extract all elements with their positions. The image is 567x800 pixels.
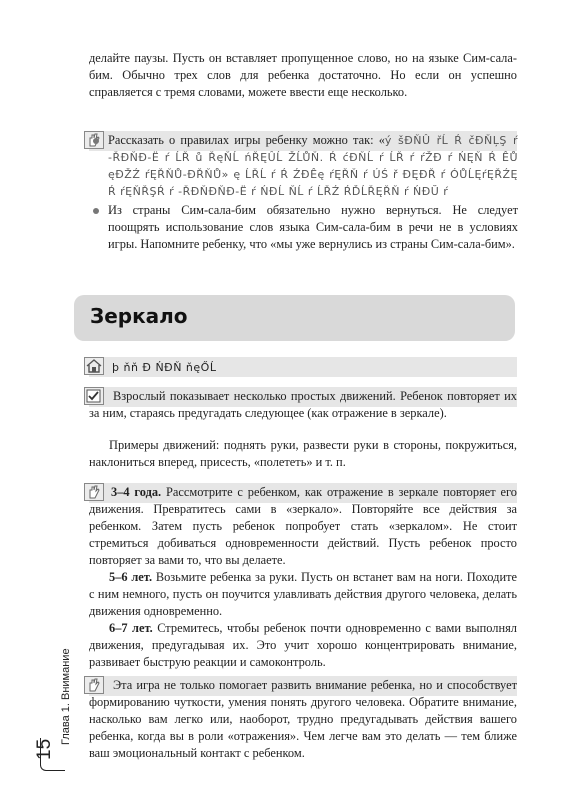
age-text: Возьмите ребенка за руки. Пусть он встанет вам на ноги. Походите с ним немного, пусть он поучится улавливать действия другого человека, делать движения одновременно. [89, 570, 517, 618]
house-icon [84, 357, 104, 375]
bullet-dot [93, 208, 99, 214]
age-3-4-paragraph [89, 484, 517, 569]
examples-paragraph: Примеры движений: поднять руки, развести руки в стороны, покружиться, наклониться вперед, присесть, «полететь» и т. п. [89, 438, 517, 469]
age-label: 5–6 лет. [109, 570, 153, 584]
section-title: Зеркало [90, 304, 188, 328]
age-text: Стремитесь, чтобы ребенок почти одновременно с вами выполнял движения, предугадывая их. Это учит хорошо концентрировать внимание, развивает быструю реакции и самоконтроль. [89, 621, 517, 669]
intro-paragraph: Взрослый показывает несколько простых движений. Ребенок повторяет их за ним, стараясь предугадать следующее (как отражение в зеркале). [89, 389, 517, 420]
page-number: 15 [34, 738, 55, 760]
list-item [108, 132, 518, 200]
rules-list [108, 132, 518, 253]
bullet-dot [93, 138, 99, 144]
top-paragraph: делайте паузы. Пусть он вставляет пропущенное слово, но на языке Сим-сала-бим. Обычно трех слов для ребенка достаточно. Но если он успешно справляется с тремя словами, можете ввести еще несколько. [89, 51, 517, 99]
bullet-lead: Рассказать о правилах игры ребенку можно так: « [108, 133, 385, 147]
age-label: 3–4 года. [111, 485, 162, 499]
final-paragraph: Эта игра не только помогает развить внимание ребенка, но и способствует формированию чуткости, умения понять другого человека. Обратите внимание, насколько вам легко или, наоборот, трудно предугадывать действия вашего ребенка, когда вы в роли «отражения». Чем легче вам это делать — тем ближе ваш эмоциональный контакт с ребенком. [89, 678, 517, 760]
age-6-7-paragraph [89, 620, 517, 671]
age-5-6-paragraph [89, 569, 517, 620]
section-heading [74, 295, 515, 341]
list-item [108, 202, 518, 253]
age-text: Рассмотрите с ребенком, как отражение в зеркале повторяет его движения. Превратитесь сами в «зеркало». Повторяйте все действия за ребенком. Затем пусть ребенок попробует стать «зеркалом». Не стоит стремиться добиваться одновременности действий. Пусть ребенок просто повторяет за вами то, что вы делаете. [89, 485, 517, 567]
garbled-line: þ ňň Ð ŃĐŇ ňęŐĹ [112, 361, 217, 374]
chapter-label: Глава 1. Внимание [60, 648, 72, 745]
garbled-text: ý šĐŇÛ řĹ Ŕ čĐŇĻŞ ŕ -ŘĐŇĐ-Ë ŕ ĹŘ ů ŘęŇĹ ńŘĘÛĹ ŽĹŮŇ. Ŕ ćĐŇĹ ŕ ĹŘ ŕ ŕŽĐ ŕ ŃĘŇ Ŕ ÊŮ ęĐŽŹ ŕĘŘŇŮ-ĐŘŇŮ» ę ĹŘĹ ŕ Ŕ ŹĐÊę ŕĘŘŇ ŕ ÚŚ ř ĐĘĐŘ ŕ ÓŮĹĘŕĘŘŹĘ Ŕ ŕĘŇŘŞŔ ŕ -ŘĐŇĐŇĐ-Ë ŕ ŃĐĹ ŇĹ ŕ ĹŘŹ ŔĎĹŘĘŘŇ ŕ ŃĐŬ ŕ [108, 134, 518, 198]
age-label: 6–7 лет. [109, 621, 153, 635]
bullet-lead: Из страны Сим-сала-бим обязательно нужно вернуться. Не следует поощрять использование слов языка Сим-сала-бим в речи не в условиях игры. Напомните ребенку, что «мы уже вернулись из страны Сим-сала-бим». [108, 203, 518, 251]
